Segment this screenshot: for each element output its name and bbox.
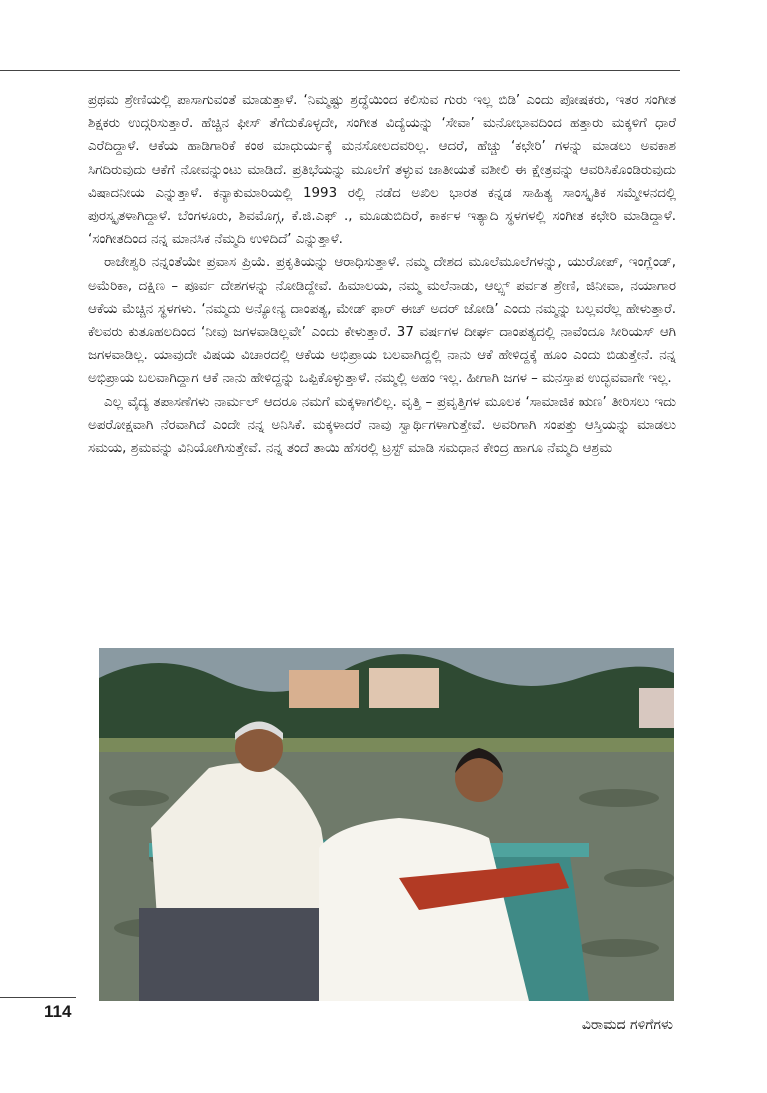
running-title: ವಿರಾಮದ ಗಳಿಗೆಗಳು [581, 1017, 673, 1033]
couple-boat-photo [99, 648, 674, 1001]
page-number: 114 [44, 1002, 72, 1021]
paragraph-3: ಎಲ್ಲ ವೈದ್ಯ ತಪಾಸಣೆಗಳು ನಾರ್ಮಲ್ ಆದರೂ ನಮಗೆ ಮಕ್ಕಳಾಗಲಿಲ್ಲ. ವೃತ್ತಿ – ಪ್ರವೃತ್ತಿಗಳ ಮೂಲಕ ‘ಸಾಮಾಜಿಕ ಋಣ’ ತೀರಿಸಲು ಇದು ಅಪರೋಕ್ಷವಾಗಿ ನೆರವಾಗಿದೆ ಎಂದೇ ನನ್ನ ಅನಿಸಿಕೆ. ಮಕ್ಕಳಾದರೆ ನಾವು ಸ್ವಾರ್ಥಿಗಳಾಗುತ್ತೇವೆ. ಅವರಿಗಾಗಿ ಸಂಪತ್ತು ಆಸ್ತಿಯನ್ನು ಮಾಡಲು ಸಮಯ, ಶ್ರಮವನ್ನು ವಿನಿಯೋಗಿಸುತ್ತೇವೆ. ನನ್ನ ತಂದೆ ತಾಯಿ ಹೆಸರಲ್ಲಿ ಟ್ರಸ್ಟ್ ಮಾಡಿ ಸಮಧಾನ ಕೇಂದ್ರ ಹಾಗೂ ನೆಮ್ಮದಿ ಆಶ್ರಮ [88, 394, 676, 457]
body-text [88, 89, 676, 460]
paragraph-1: ಪ್ರಥಮ ಶ್ರೇಣಿಯಲ್ಲಿ ಪಾಸಾಗುವಂತೆ ಮಾಡುತ್ತಾಳೆ. ‘ನಿಮ್ಮಷ್ಟು ಶ್ರದ್ಧೆಯಿಂದ ಕಲಿಸುವ ಗುರು ಇಲ್ಲ ಬಿಡಿ’ ಎಂದು ಪೋಷಕರು, ಇತರ ಸಂಗೀತ ಶಿಕ್ಷಕರು ಉದ್ಗರಿಸುತ್ತಾರೆ. ಹೆಚ್ಚಿನ ಫೀಸ್ ತೆಗೆದುಕೊಳ್ಳದೇ, ಸಂಗೀತ ವಿದ್ಯೆಯನ್ನು ‘ಸೇವಾ’ ಮನೋಭಾವದಿಂದ ಹತ್ತಾರು ಮಕ್ಕಳಿಗೆ ಧಾರೆ ಎರೆದಿದ್ದಾಳೆ. ಆಕೆಯ ಹಾಡಿಗಾರಿಕೆ ಕಂಠ ಮಾಧುರ್ಯಕ್ಕೆ ಮನಸೋಲದವರಿಲ್ಲ. ಆದರೆ, ಹೆಚ್ಚು ‘ಕಛೇರಿ’ ಗಳನ್ನು ಮಾಡಲು ಅವಕಾಶ ಸಿಗದಿರುವುದು ಆಕೆಗೆ ನೋವನ್ನುಂಟು ಮಾಡಿದೆ. ಪ್ರತಿಭೆಯನ್ನು ಮೂಲೆಗೆ ತಳ್ಳುವ ಜಾತೀಯತೆ ವಶೀಲಿ ಈ ಕ್ಷೇತ್ರವನ್ನು ಆವರಿಸಿಕೊಂಡಿರುವುದು ವಿಷಾದನೀಯ ಎನ್ನುತ್ತಾಳೆ. ಕನ್ಯಾಕುಮಾರಿಯಲ್ಲಿ 1993 ರಲ್ಲಿ ನಡೆದ ಅಖಿಲ ಭಾರತ ಕನ್ನಡ ಸಾಹಿತ್ಯ ಸಾಂಸ್ಕೃತಿಕ ಸಮ್ಮೇಳನದಲ್ಲಿ ಪುರಸ್ಕೃತಳಾಗಿದ್ದಾಳೆ. ಬೆಂಗಳೂರು, ಶಿವಮೊಗ್ಗ, ಕೆ.ಜಿ.ಎಫ್ ., ಮೂಡುಬಿದಿರೆ, ಕಾರ್ಕಳ ಇತ್ಯಾದಿ ಸ್ಥಳಗಳಲ್ಲಿ ಸಂಗೀತ ಕಛೇರಿ ಮಾಡಿದ್ದಾಳೆ. ‘ಸಂಗೀತದಿಂದ ನನ್ನ ಮಾನಸಿಕ ನೆಮ್ಮದಿ ಉಳಿದಿದೆ’ ಎನ್ನುತ್ತಾಳೆ. [88, 93, 676, 248]
footer-rule [0, 997, 76, 998]
paragraph-2: ರಾಜೇಶ್ವರಿ ನನ್ನಂತೆಯೇ ಪ್ರವಾಸ ಪ್ರಿಯೆ. ಪ್ರಕೃತಿಯನ್ನು ಆರಾಧಿಸುತ್ತಾಳೆ. ನಮ್ಮ ದೇಶದ ಮೂಲೆಮೂಲೆಗಳನ್ನು, ಯುರೋಪ್, ಇಂಗ್ಲೆಂಡ್, ಅಮೆರಿಕಾ, ದಕ್ಷಿಣ – ಪೂರ್ವ ದೇಶಗಳನ್ನು ನೋಡಿದ್ದೇವೆ. ಹಿಮಾಲಯ, ನಮ್ಮ ಮಲೆನಾಡು, ಆಲ್ಪ್ಸ್ ಪರ್ವತ ಶ್ರೇಣಿ, ಜಿನೀವಾ, ನಯಾಗಾರ ಆಕೆಯ ಮೆಚ್ಚಿನ ಸ್ಥಳಗಳು. ‘ನಮ್ಮದು ಅನ್ಯೋನ್ಯ ದಾಂಪತ್ಯ, ಮೇಡ್ ಫಾರ್ ಈಚ್ ಅದರ್ ಜೋಡಿ’ ಎಂದು ನಮ್ಮನ್ನು ಬಲ್ಲವರೆಲ್ಲ ಹೇಳುತ್ತಾರೆ. ಕೆಲವರು ಕುತೂಹಲದಿಂದ ‘ನೀವು ಜಗಳವಾಡಿಲ್ಲವೇ’ ಎಂದು ಕೇಳುತ್ತಾರೆ. 37 ವರ್ಷಗಳ ದೀರ್ಘ ದಾಂಪತ್ಯದಲ್ಲಿ ನಾವೆಂದೂ ಸೀರಿಯಸ್ ಆಗಿ ಜಗಳವಾಡಿಲ್ಲ. ಯಾವುದೇ ವಿಷಯ ವಿಚಾರದಲ್ಲಿ ಆಕೆಯ ಅಭಿಪ್ರಾಯ ಬಲವಾಗಿದ್ದಲ್ಲಿ ನಾನು ಆಕೆ ಹೇಳಿದ್ದಕ್ಕೆ ಹೂಂ ಎಂದು ಬಿಡುತ್ತೇನೆ. ನನ್ನ ಅಭಿಪ್ರಾಯ ಬಲವಾಗಿದ್ದಾಗ ಆಕೆ ನಾನು ಹೇಳಿದ್ದನ್ನು ಒಪ್ಪಿಕೊಳ್ಳುತ್ತಾಳೆ. ನಮ್ಮಲ್ಲಿ ಅಹಂ ಇಲ್ಲ. ಹೀಗಾಗಿ ಜಗಳ – ಮನಸ್ತಾಪ ಉದ್ಭವವಾಗೇ ಇಲ್ಲ. [88, 255, 676, 387]
header-rule [0, 70, 680, 71]
